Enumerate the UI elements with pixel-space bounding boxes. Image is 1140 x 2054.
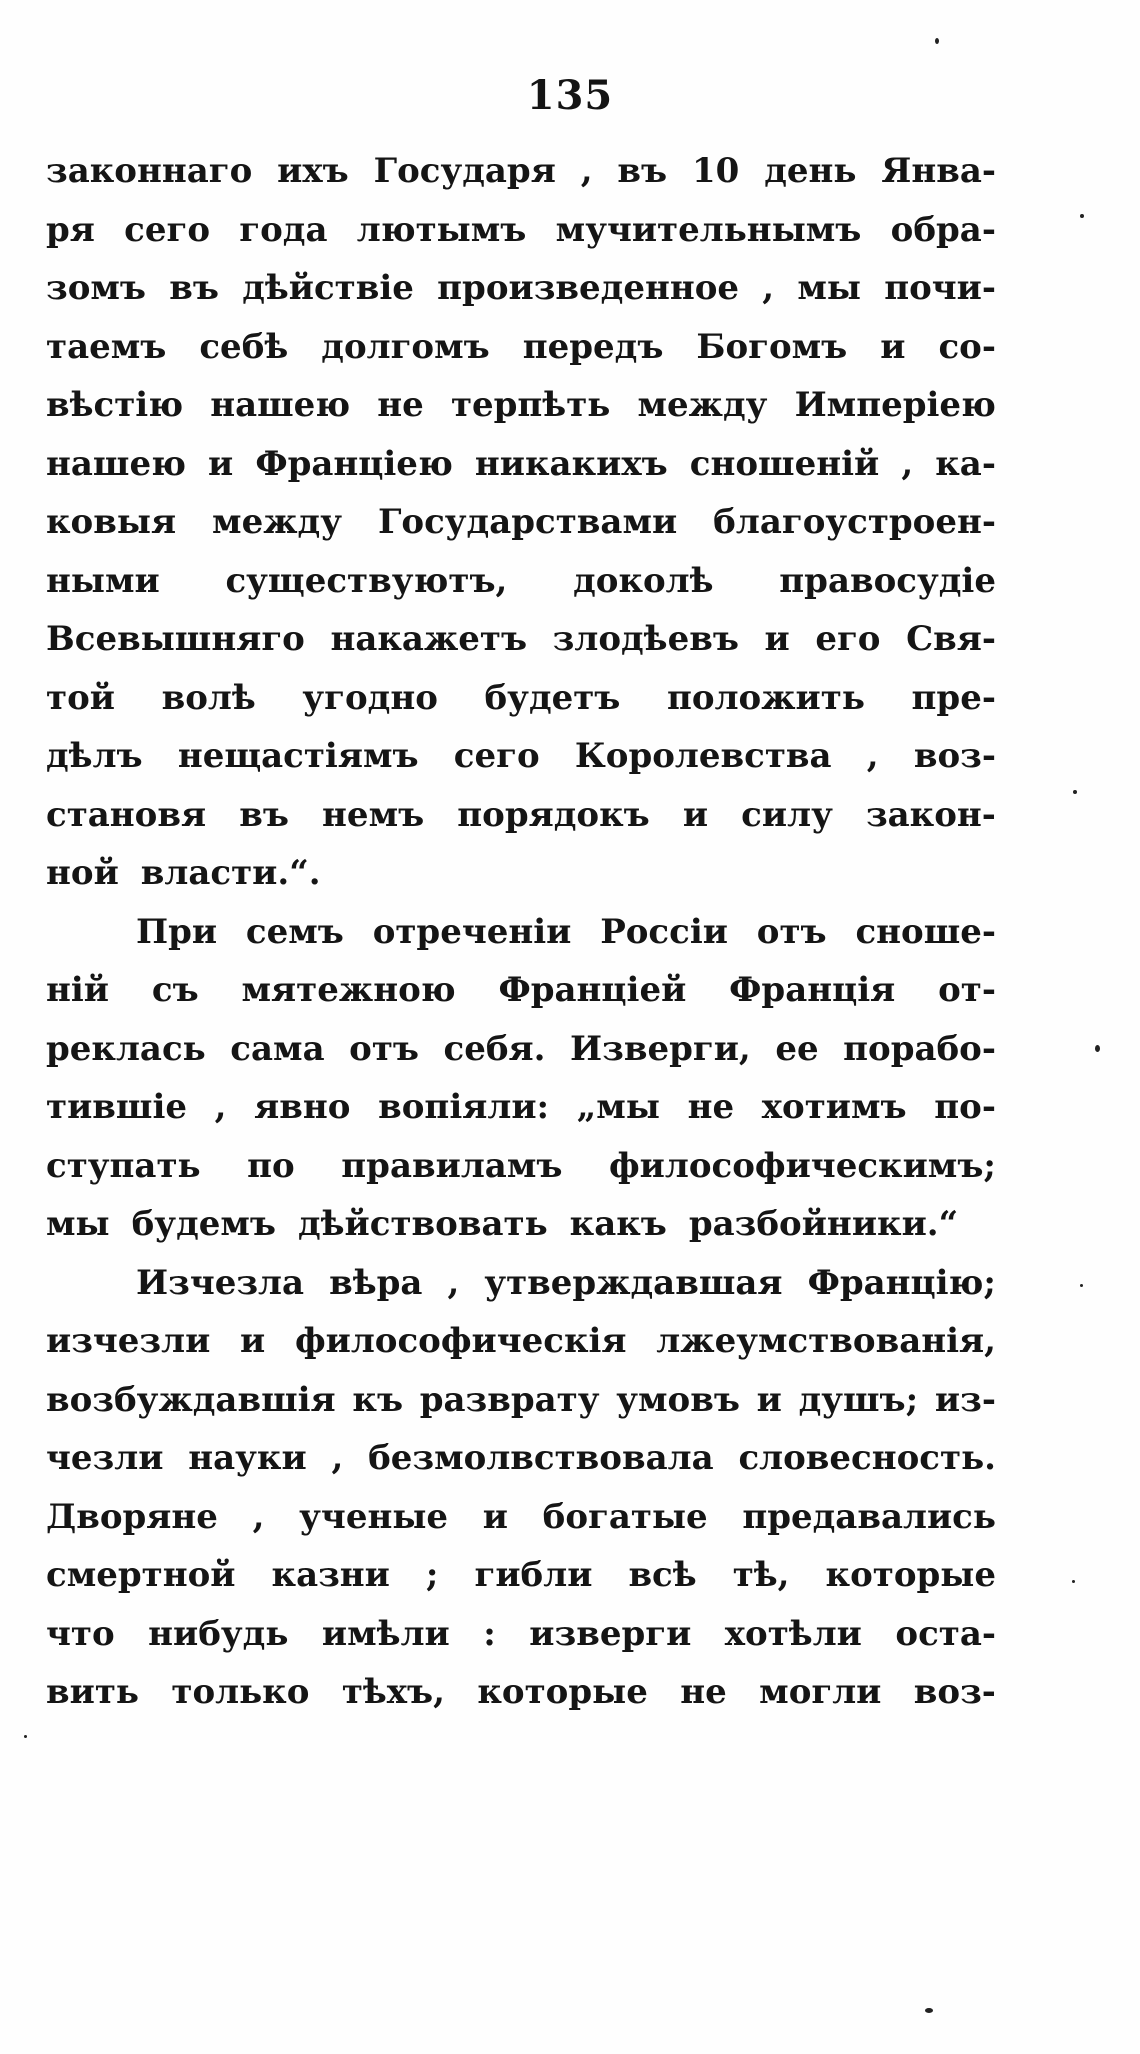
- text-line: Изчезла вѣра , утверждавшая Францію;: [136, 1262, 996, 1303]
- text-line: дѣлъ нещастіямъ сего Королевства , воз-: [46, 736, 996, 776]
- text-line: смертной казни ; гибли всѣ тѣ, которые: [46, 1555, 996, 1595]
- text-line: ной власти.“.: [46, 853, 321, 893]
- paper-speck: [1080, 214, 1084, 218]
- text-line: Дворяне , ученые и богатые предавались: [46, 1496, 996, 1537]
- text-line: мы будемъ дѣйствовать какъ разбойники.“: [46, 1204, 959, 1244]
- text-line: таемъ себѣ долгомъ передъ Богомъ и со-: [46, 326, 996, 367]
- text-line: нашею и Франціею никакихъ сношеній , ка-: [46, 443, 996, 484]
- text-line: что нибудь имѣли : изверги хотѣли оста-: [46, 1613, 996, 1654]
- text-line: зомъ въ дѣйствіе произведенное , мы почи-: [46, 268, 996, 308]
- paper-speck: [1080, 1284, 1083, 1287]
- text-line: При семъ отреченіи Россіи отъ сноше-: [136, 911, 996, 952]
- text-line: той волѣ угодно будетъ положить пре-: [46, 677, 996, 718]
- text-line: ній съ мятежною Франціей Франція от-: [46, 970, 996, 1010]
- text-line: изчезли и философическія лжеумствованія,: [46, 1321, 996, 1361]
- paper-speck: [1095, 1045, 1100, 1052]
- paper-speck: [1073, 790, 1077, 794]
- paper-speck: [1072, 1580, 1075, 1583]
- text-line: ными существуютъ, доколѣ правосудіе: [46, 560, 996, 601]
- text-line: Всевышняго накажетъ злодѣевъ и его Свя-: [46, 619, 996, 659]
- paper-speck: [935, 38, 939, 44]
- text-line: реклась сама отъ себя. Изверги, ее порабо-: [46, 1028, 996, 1069]
- text-line: тившіе , явно вопіяли: „мы не хотимъ по-: [46, 1087, 996, 1127]
- text-line: чезли науки , безмолвствовала словесность.: [46, 1438, 996, 1478]
- paper-speck: [925, 2008, 933, 2013]
- text-line: становя въ немъ порядокъ и силу закон-: [46, 794, 996, 835]
- text-line: ступать по правиламъ философическимъ;: [46, 1145, 996, 1186]
- text-line: ря сего года лютымъ мучительнымъ обра-: [46, 209, 996, 250]
- text-line: вѣстію нашею не терпѣть между Имперіею: [46, 385, 996, 425]
- text-line: ковыя между Государствами благоустроен-: [46, 502, 996, 542]
- text-line: вить только тѣхъ, которые не могли воз-: [46, 1672, 996, 1712]
- body-text: [46, 142, 996, 1722]
- text-line: законнаго ихъ Государя , въ 10 день Янва-: [46, 151, 996, 191]
- text-line: возбуждавшія къ разврату умовъ и душъ; из-: [46, 1379, 996, 1420]
- page-number: 135: [526, 72, 614, 119]
- paper-speck: [24, 1735, 27, 1738]
